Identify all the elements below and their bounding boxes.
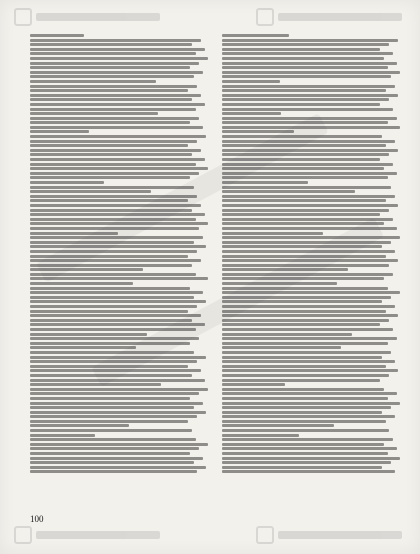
text-line [222,360,395,363]
text-line [30,369,201,372]
text-line [30,383,161,386]
text-line [222,75,391,78]
text-line [30,337,199,340]
text-line [222,296,391,299]
text-line [222,80,280,83]
text-line [30,282,133,285]
text-line [30,222,208,225]
text-line [222,461,391,464]
text-line [222,94,398,97]
text-line [222,268,348,271]
text-line [222,85,395,88]
text-line [222,287,388,290]
watermark-mark [14,8,32,26]
text-line [30,328,196,331]
text-line [30,149,201,152]
text-line [30,172,199,175]
text-line [222,172,397,175]
text-line [30,167,208,170]
text-line [222,190,355,193]
text-line [222,34,289,37]
text-line [222,282,337,285]
text-line [30,71,203,74]
text-line [222,222,384,225]
text-line [222,71,400,74]
text-line [222,167,384,170]
text-line [222,379,380,382]
text-line [30,314,201,317]
text-line [30,126,203,129]
text-line [30,429,192,432]
text-line [222,66,388,69]
text-line [222,337,397,340]
text-line [222,333,352,336]
text-line [222,241,391,244]
text-line [222,236,400,239]
text-line [222,447,397,450]
text-line [222,273,393,276]
text-line [30,264,192,267]
watermark-logo [14,526,164,544]
text-line [30,190,151,193]
text-line [222,186,391,189]
text-line [30,103,205,106]
page-number: 100 [30,514,44,524]
text-line [222,305,395,308]
text-line [222,39,398,42]
text-line [222,204,398,207]
text-line [222,388,384,391]
text-line [30,218,196,221]
text-line [30,144,188,147]
text-line [222,250,395,253]
text-line [222,434,299,437]
text-line [222,328,393,331]
text-line [222,62,397,65]
text-line [30,296,194,299]
text-line [30,112,158,115]
text-line [30,130,89,133]
text-line [30,291,203,294]
text-line [30,388,208,391]
text-line [222,470,395,473]
text-line [30,255,188,258]
watermark-logo [14,8,164,26]
text-line [222,153,389,156]
text-line [30,163,196,166]
text-line [222,176,388,179]
text-line [222,195,395,198]
watermark-logo [256,8,406,26]
text-line [30,466,206,469]
text-line [30,227,199,230]
text-line [222,310,386,313]
text-line [222,264,389,267]
text-line [222,369,398,372]
text-line [222,365,386,368]
text-line [30,199,188,202]
text-line [30,406,194,409]
text-line [30,273,196,276]
text-line [222,346,341,349]
text-line [222,140,395,143]
text-line [222,126,400,129]
text-line [30,333,147,336]
text-line [30,89,188,92]
text-line [30,346,136,349]
watermark-bar [278,13,402,21]
text-line [30,470,197,473]
text-line [30,135,206,138]
text-line [30,195,197,198]
text-line [222,420,386,423]
text-line [30,356,206,359]
text-line [30,397,190,400]
text-line [222,438,393,441]
text-line [30,461,194,464]
text-line [222,43,389,46]
text-line [222,300,382,303]
text-line [30,75,194,78]
text-line [30,259,201,262]
text-line [222,259,398,262]
text-line [30,411,206,414]
text-line [222,98,389,101]
text-line [222,103,380,106]
text-line [30,176,190,179]
text-line [30,305,197,308]
text-line [30,52,196,55]
text-line [222,314,398,317]
text-line [222,342,388,345]
text-line [30,268,143,271]
text-line [30,94,201,97]
text-line [30,48,205,51]
text-line [222,277,384,280]
text-line [222,112,281,115]
text-line [30,153,192,156]
text-line [222,319,389,322]
text-line [30,443,208,446]
text-line [30,43,192,46]
text-line [222,89,386,92]
text-line [30,434,95,437]
watermark-logo [256,526,406,544]
text-line [30,121,190,124]
text-line [222,218,393,221]
text-line [222,108,393,111]
text-line [30,277,208,280]
text-line [222,199,386,202]
text-line [30,402,203,405]
text-line [222,443,384,446]
left-column-text [30,34,210,494]
text-line [222,356,382,359]
text-line [222,415,395,418]
text-line [30,158,205,161]
text-line [222,232,323,235]
text-line [30,57,208,60]
watermark-mark [14,526,32,544]
watermark-bar [278,531,402,539]
text-line [30,457,203,460]
text-line [30,415,197,418]
text-line [30,250,197,253]
text-line [222,383,285,386]
text-line [222,245,382,248]
text-line [222,323,380,326]
text-line [222,213,380,216]
text-line [222,135,382,138]
text-line [30,420,188,423]
text-line [222,457,400,460]
text-line [222,158,380,161]
text-line [222,291,400,294]
text-line [222,392,397,395]
text-line [30,34,84,37]
text-line [222,209,389,212]
text-line [222,374,389,377]
text-line [30,232,118,235]
text-line [30,241,194,244]
text-line [30,213,205,216]
text-line [30,209,192,212]
text-line [222,181,308,184]
text-line [30,85,197,88]
text-line [30,438,196,441]
text-line [30,447,199,450]
text-line [30,66,190,69]
text-line [222,351,391,354]
text-line [30,108,196,111]
text-line [222,149,398,152]
text-line [30,323,205,326]
text-line [30,424,129,427]
text-line [222,57,384,60]
text-line [222,48,380,51]
text-line [30,392,199,395]
text-line [30,374,192,377]
watermark-mark [256,8,274,26]
text-line [30,140,197,143]
text-line [30,365,188,368]
text-line [30,360,197,363]
text-line [30,117,199,120]
text-line [222,406,391,409]
text-line [222,52,393,55]
text-line [222,117,397,120]
text-line [30,245,206,248]
watermark-band-top [0,6,420,28]
right-column-text [222,34,402,494]
text-line [222,163,393,166]
text-line [222,121,388,124]
text-line [222,255,386,258]
text-line [30,287,190,290]
text-line [222,452,388,455]
text-line [222,227,397,230]
text-line [30,236,203,239]
text-line [30,379,205,382]
text-line [222,144,386,147]
text-line [30,204,201,207]
watermark-band-bottom [0,524,420,546]
text-line [222,424,334,427]
watermark-bar [36,531,160,539]
text-line [30,98,192,101]
text-line [30,452,190,455]
text-line [30,342,190,345]
text-line [30,39,201,42]
text-line [222,397,388,400]
text-line [30,186,194,189]
text-line [222,402,400,405]
text-line [222,130,294,133]
text-line [222,411,382,414]
text-line [30,181,104,184]
watermark-bar [36,13,160,21]
text-line [30,300,206,303]
text-line [30,310,188,313]
text-line [30,319,192,322]
text-line [30,351,194,354]
text-line [222,429,389,432]
text-line [222,466,382,469]
text-line [30,80,156,83]
watermark-mark [256,526,274,544]
text-line [30,62,199,65]
